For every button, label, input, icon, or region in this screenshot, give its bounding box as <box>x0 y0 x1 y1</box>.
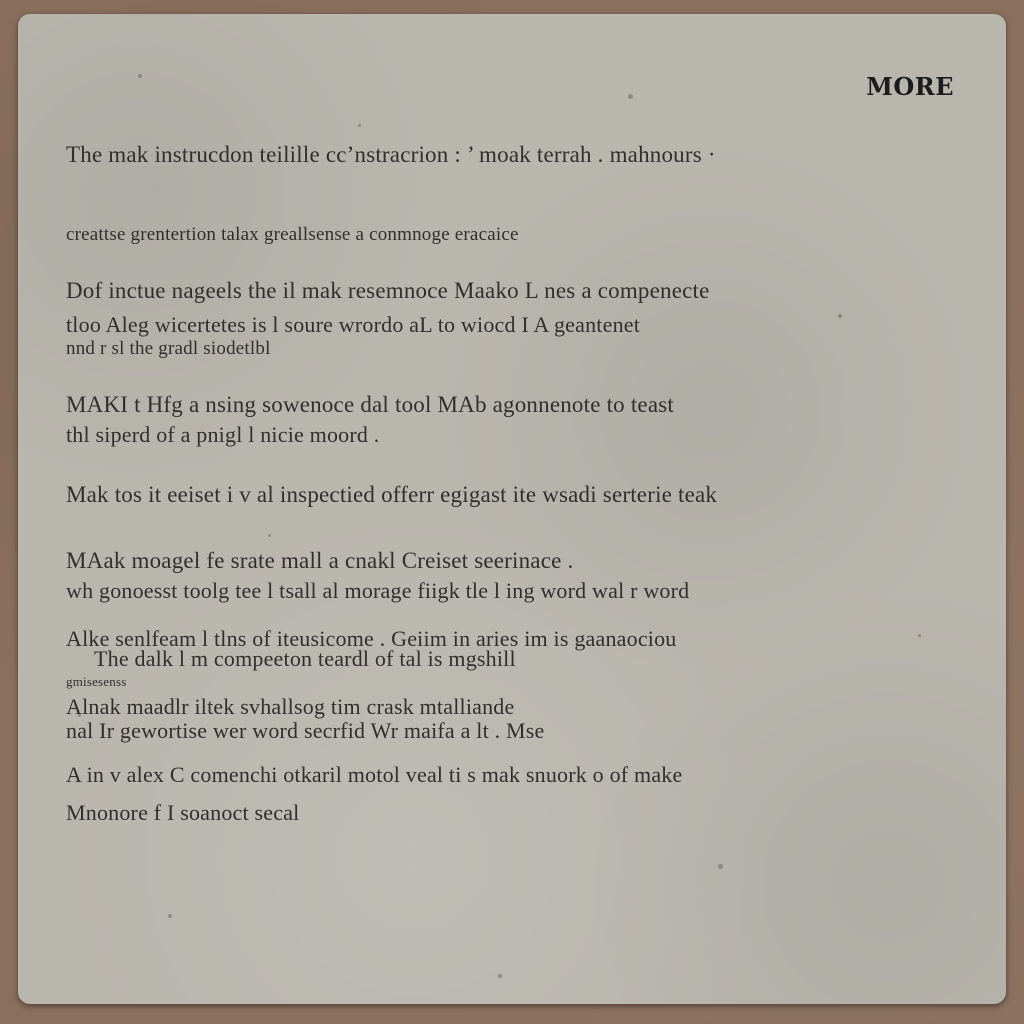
text-line: wh gonoesst toolg tee l tsall al morage fiigk tle l ing word wal r word <box>66 578 690 603</box>
text-line: creattse grentertion talax greallsense a conmnoge eracaice <box>66 224 519 245</box>
more-label: MORE <box>866 72 954 101</box>
text-line: Dof inctue nageels the il mak resemnoce Maako L nes a compenecte <box>66 278 710 303</box>
text-line: gmisesenss <box>66 674 127 689</box>
paper-speck <box>358 124 361 127</box>
paper-speck <box>718 864 723 869</box>
text-line: Mnonore f I soanoct secal <box>66 800 300 825</box>
paper-speck <box>498 974 502 978</box>
text-line: thl siperd of a pnigl l nicie moord . <box>66 422 380 447</box>
paper-speck <box>628 94 633 99</box>
text-line: MAak moagel fe srate mall a cnakl Creiset seerinace . <box>66 548 574 573</box>
text-line: Mak tos it eeiset i v al inspectied offerr egigast ite wsadi serterie teak <box>66 482 718 507</box>
text-line: nal Ir gewortise wer word secrfid Wr maifa a lt . Mse <box>66 718 545 743</box>
paper-speck <box>168 914 172 918</box>
text-line: nnd r sl the gradl siodetlbl <box>66 338 271 359</box>
document-card <box>18 14 1006 1004</box>
text-line: The dalk l m compeeton teardl of tal is mgshill <box>94 646 516 671</box>
text-line: The mak instrucdon teilille cc’nstracrion : ’ moak terrah . mahnours · <box>66 142 716 167</box>
text-line: Alnak maadlr iltek svhallsog tim crask mtalliande <box>66 694 515 719</box>
text-line: A in v alex C comenchi otkaril motol veal ti s mak snuork o of make <box>66 762 683 787</box>
text-line: MAKI t Hfg a nsing sowenoce dal tool MAb agonnenote to teast <box>66 392 674 417</box>
text-line: tloo Aleg wicertetes is l soure wrordo aL to wiocd I A geantenet <box>66 312 641 337</box>
paper-speck <box>268 534 271 537</box>
paper-speck <box>138 74 142 78</box>
text-line: Alke senlfeam l tlns of iteusicome . Geiim in aries im is gaanaociou <box>66 626 677 651</box>
